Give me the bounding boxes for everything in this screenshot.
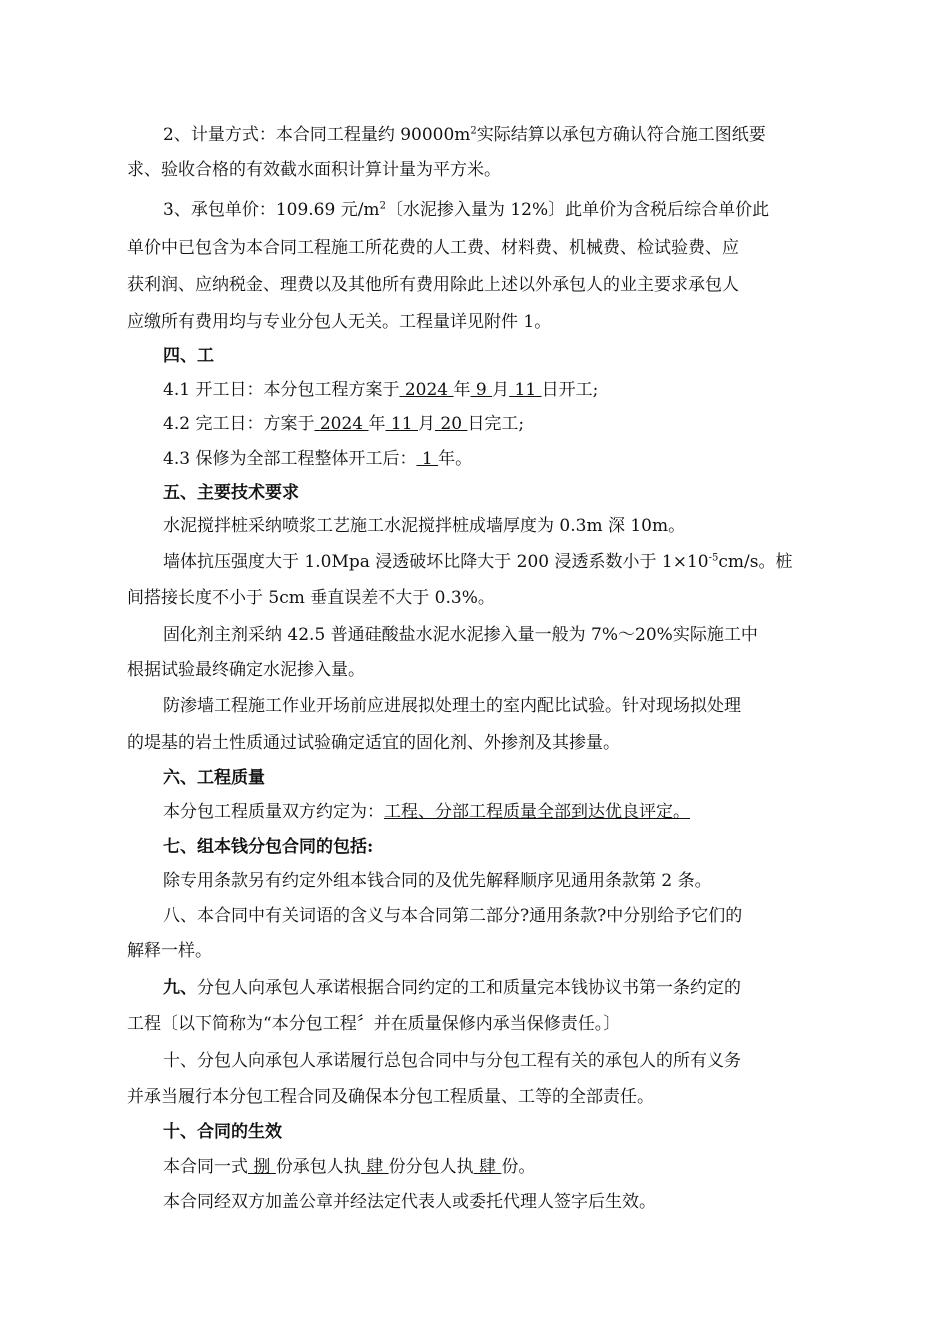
tech-req-p2-line-1: 墙体抗压强度大于 1.0Mpa 浸透破坏比降大于 200 浸透系数小于 $1\times 10^{-5}cm/s$。桩	[163, 552, 793, 572]
warranty-years: 1	[416, 449, 439, 469]
copies-total: 捌	[248, 1157, 276, 1177]
section-4-heading: 四、工	[163, 346, 214, 366]
copies-subcontractor: 肆	[473, 1157, 502, 1177]
section-7-text: 除专用条款另有约定外组本钱合同的及优先解释顺序见通用条款第 2 条。	[163, 871, 712, 891]
section-9-line-1: 九、分包人向承包人承诺根据合同约定的工和质量完本钱协议书第一条约定的	[163, 978, 741, 998]
tech-req-p2-line-2: 间搭接长度不小于 5cm 垂直误差不大于 0.3%。	[127, 588, 495, 608]
section-9-line-2: 工程〔以下简称为“本分包工程〞并在质量保修内承当保修责任。〕	[127, 1014, 621, 1034]
end-year: 2024	[314, 414, 369, 434]
unit-price-line-2: 单价中已包含为本合同工程施工所花费的人工费、材料费、机械费、检试验费、应	[127, 238, 739, 258]
section-6-heading: 六、工程质量	[163, 768, 265, 788]
section-8-line-2: 解释一样。	[127, 941, 212, 961]
tech-req-p1: 水泥搅拌桩采纳喷浆工艺施工水泥搅拌桩成墙厚度为 0.3m 深 10m。	[163, 516, 686, 536]
section-5-heading: 五、主要技术要求	[163, 483, 299, 503]
tech-req-p4-line-2: 的堤基的岩土性质通过试验确定适宜的固化剂、外掺剂及其掺量。	[127, 733, 620, 753]
unit-price-line-4: 应缴所有费用均与专业分包人无关。工程量详见附件 1。	[127, 312, 552, 332]
quality-value: 工程、分部工程质量全部到达优良评定。	[384, 802, 690, 822]
copies-line: 本合同一式 捌 份承包人执 肆 份分包人执 肆 份。	[163, 1157, 536, 1177]
unit-price-line-3: 获利润、应纳税金、理费以及其他所有费用除此上述以外承包人的业主要求承包人	[127, 275, 739, 295]
measurement-method-line-2: 求、验收合格的有效截水面积计算计量为平方米。	[127, 160, 501, 180]
tech-req-p3-line-1: 固化剂主剂采纳 42.5 普通硅酸盐水泥水泥掺入量一般为 7%～20%实际施工中	[163, 625, 758, 645]
copies-contractor: 肆	[360, 1157, 389, 1177]
end-month: 11	[385, 414, 418, 434]
unit-price-line-1: 3、承包单价：109.69 元$/m^2$〔水泥掺入量为 12%〕此单价为含税后综合单价此	[163, 200, 770, 220]
start-month: 9	[470, 380, 493, 400]
end-date-line: 4.2 完工日：方案于 2024 年 11 月 20 日完工;	[163, 414, 525, 434]
start-day: 11	[509, 380, 542, 400]
section-10-line-2: 并承当履行本分包工程合同及确保本分包工程质量、工等的全部责任。	[127, 1087, 654, 1107]
section-11-heading: 十、合同的生效	[163, 1122, 282, 1142]
end-day: 20	[434, 414, 468, 434]
section-8-line-1: 八、本合同中有关词语的含义与本合同第二部分?通用条款?中分别给予它们的	[163, 906, 743, 926]
section-10-line-1: 十、分包人向承包人承诺履行总包合同中与分包工程有关的承包人的所有义务	[163, 1051, 741, 1071]
tech-req-p3-line-2: 根据试验最终确定水泥掺入量。	[127, 660, 365, 680]
tech-req-p4-line-1: 防渗墙工程施工作业开场前应进展拟处理土的室内配比试验。针对现场拟处理	[163, 696, 741, 716]
section-7-heading: 七、组本钱分包合同的包括:	[163, 837, 374, 857]
quality-line: 本分包工程质量双方约定为：工程、分部工程质量全部到达优良评定。	[163, 802, 690, 822]
measurement-method-line-1: 2、计量方式：本合同工程量约 $90000m^2$实际结算以承包方确认符合施工图纸要	[163, 125, 766, 145]
start-year: 2024	[399, 380, 454, 400]
effect-line: 本合同经双方加盖公章并经法定代表人或委托代理人签字后生效。	[163, 1192, 656, 1212]
start-date-line: 4.1 开工日：本分包工程方案于 2024 年 9 月 11 日开工;	[163, 380, 599, 400]
warranty-line: 4.3 保修为全部工程整体开工后： 1 年。	[163, 449, 473, 469]
